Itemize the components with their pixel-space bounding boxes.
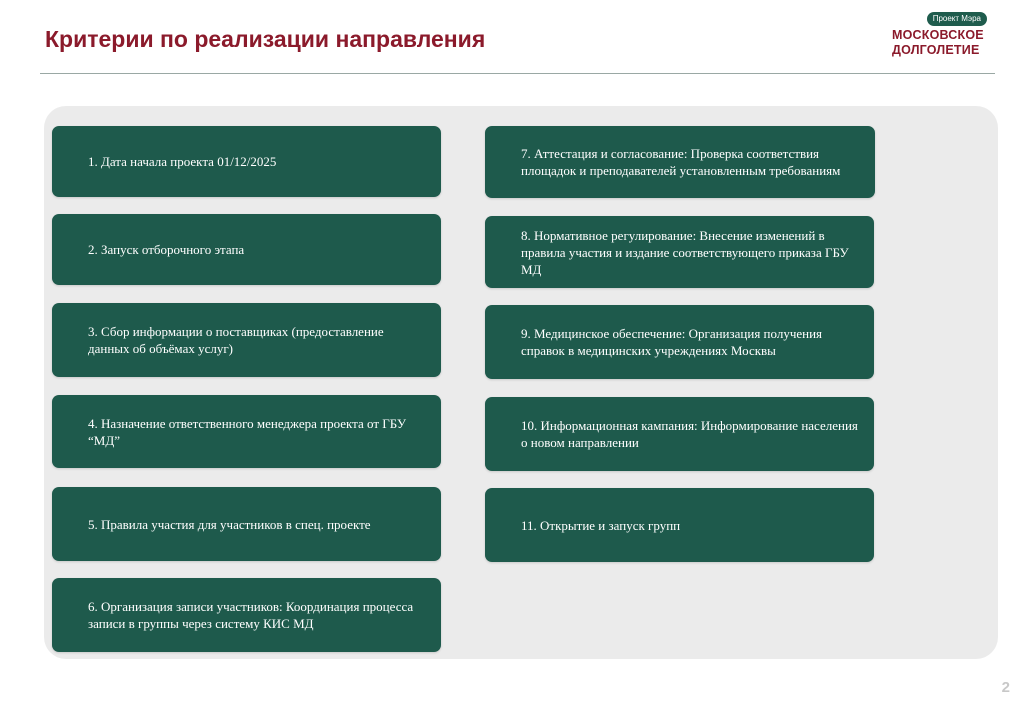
criteria-card [485, 216, 874, 288]
criteria-text: 3. Сбор информации о поставщиках (предоставление данных об объёмах услуг) [88, 324, 384, 356]
criteria-text: 9. Медицинское обеспечение: Организация получения справок в медицинских учреждениях Москвы [521, 326, 823, 358]
criteria-card [52, 487, 441, 561]
criteria-text: 6. Организация записи участников: Координация процесса записи в группы через систему КИС МД [88, 599, 414, 631]
page-title: Критерии по реализации направления [45, 26, 486, 52]
criteria-text: 8. Нормативное регулирование: Внесение изменений в правила участия и издание соответствующего приказа ГБУ МД [521, 227, 849, 277]
criteria-text: 2. Запуск отборочного этапа [88, 242, 245, 257]
logo-text-line2: ДОЛГОЛЕТИЕ [892, 43, 980, 57]
page-number: 2 [1001, 679, 1010, 696]
criteria-card [485, 488, 874, 562]
criteria-card [485, 126, 875, 198]
criteria-card [52, 214, 441, 285]
logo-badge: Проект Мэра [927, 12, 987, 26]
criteria-text: 5. Правила участия для участников в спец. проекте [88, 516, 371, 532]
criteria-card [485, 397, 874, 471]
criteria-card [485, 305, 874, 379]
criteria-text: 4. Назначение ответственного менеджера проекта от ГБУ “МД” [88, 415, 407, 448]
criteria-text: 10. Информационная кампания: Информирование населения о новом направлении [521, 418, 858, 450]
criteria-text: 11. Открытие и запуск групп [521, 517, 681, 533]
criteria-card [52, 395, 441, 468]
header-divider [40, 73, 995, 74]
criteria-card [52, 578, 441, 652]
criteria-card [52, 126, 441, 197]
criteria-text: 1. Дата начала проекта 01/12/2025 [88, 154, 277, 169]
logo [888, 12, 993, 60]
criteria-card [52, 303, 441, 377]
logo-text-line1: МОСКОВСКОЕ [892, 28, 984, 42]
criteria-text: 7. Аттестация и согласование: Проверка соответствия площадок и преподавателей установленным требованиям [521, 146, 841, 178]
